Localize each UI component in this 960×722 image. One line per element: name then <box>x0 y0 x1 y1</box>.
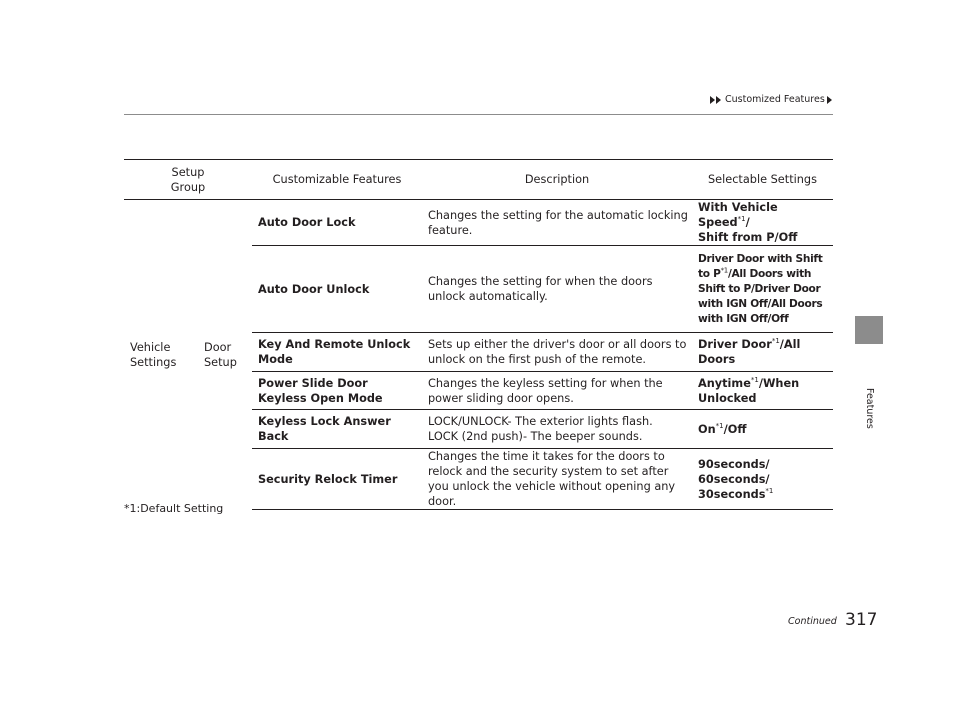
selectable-settings: Driver Door$^{*1}$/All Doors <box>692 333 833 372</box>
header-selectable-settings: Selectable Settings <box>692 160 833 200</box>
feature-name: Auto Door Unlock <box>252 246 422 333</box>
header-description: Description <box>422 160 692 200</box>
selectable-settings: Driver Door with Shift to $P^{*1}$/All Doors with Shift to P/Driver Door with IGN Off/All Doors with IGN Off/Off <box>692 246 833 333</box>
feature-description: Changes the setting for the automatic locking feature. <box>422 200 692 246</box>
footnote-default-setting: *1:Default Setting <box>124 502 224 515</box>
feature-name: Auto Door Lock <box>252 200 422 246</box>
feature-name: Security Relock Timer <box>252 449 422 510</box>
header-rule <box>124 114 833 115</box>
selectable-settings: On$^{*1}$/Off <box>692 410 833 449</box>
header-setup-group: Setup Group <box>124 160 252 200</box>
feature-description: LOCK/UNLOCK- The exterior lights flash. LOCK (2nd push)- The beeper sounds. <box>422 410 692 449</box>
feature-name: Keyless Lock Answer Back <box>252 410 422 449</box>
breadcrumb-text[interactable]: Customized Features <box>725 94 825 105</box>
arrow-right-icon <box>710 96 715 104</box>
section-tab-label: Features <box>864 388 875 429</box>
setup-subgroup-cell: Door Setup <box>204 340 237 369</box>
breadcrumb <box>710 94 833 105</box>
feature-description: Sets up either the driver's door or all doors to unlock on the first push of the remote. <box>422 333 692 372</box>
page-number: 317 <box>845 610 878 630</box>
arrow-right-icon <box>827 96 832 104</box>
selectable-settings: With Vehicle Speed$^{*1}$/ Shift from P/Off <box>692 200 833 246</box>
arrow-right-icon <box>716 96 721 104</box>
continued-label: Continued <box>788 616 837 627</box>
feature-description: Changes the keyless setting for when the power sliding door opens. <box>422 372 692 410</box>
table-header-row <box>124 160 833 200</box>
header-customizable-features: Customizable Features <box>252 160 422 200</box>
selectable-settings: Anytime$^{*1}$/When Unlocked <box>692 372 833 410</box>
selectable-settings: 90seconds/ 60seconds/ 30seconds$^{*1}$ <box>692 449 833 510</box>
feature-description: Changes the setting for when the doors unlock automatically. <box>422 246 692 333</box>
feature-name: Power Slide Door Keyless Open Mode <box>252 372 422 410</box>
feature-description: Changes the time it takes for the doors to relock and the security system to set after you unlock the vehicle without opening any door. <box>422 449 692 510</box>
section-tab-marker <box>855 316 883 344</box>
table-row <box>124 200 833 246</box>
feature-name: Key And Remote Unlock Mode <box>252 333 422 372</box>
customizable-features-table <box>124 159 833 510</box>
setup-group-cell: Vehicle Settings <box>130 340 177 369</box>
